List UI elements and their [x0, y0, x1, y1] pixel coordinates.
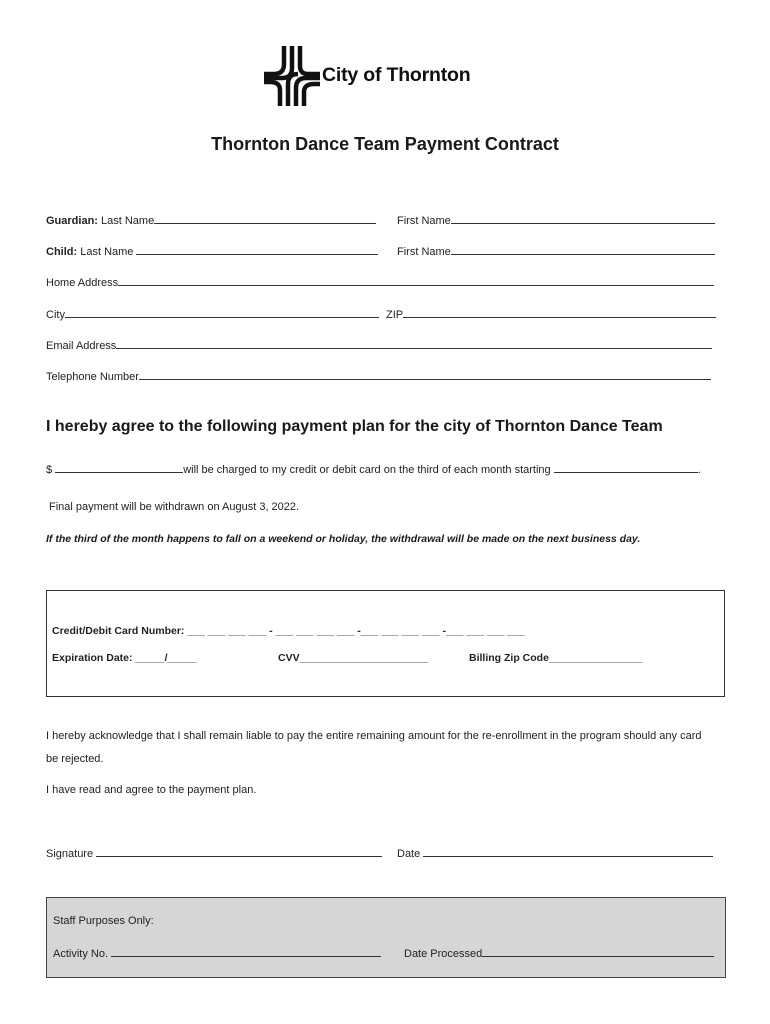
- card-number-blanks[interactable]: ___ ___ ___ ___ - ___ ___ ___ ___ -___ ___ ___ ___ -___ ___ ___ ___: [187, 625, 525, 637]
- staff-title: Staff Purposes Only:: [53, 915, 154, 927]
- city-line[interactable]: [65, 307, 379, 318]
- agreement-heading: I hereby agree to the following payment plan for the city of Thornton Dance Team: [46, 418, 663, 435]
- activity-line[interactable]: [111, 946, 381, 957]
- card-info-box: [46, 590, 725, 697]
- telephone-line[interactable]: [139, 369, 711, 380]
- signature-field[interactable]: [46, 846, 382, 860]
- acknowledge-line-2: be rejected.: [46, 753, 104, 765]
- expiration-field[interactable]: [52, 652, 197, 664]
- charge-text: will be charged to my credit or debit card on the third of each month starting: [183, 464, 551, 476]
- city-label: City: [46, 309, 65, 321]
- city-logo: [262, 44, 512, 108]
- guardian-last-name-field[interactable]: [46, 213, 376, 227]
- card-number-label: Credit/Debit Card Number:: [52, 625, 185, 637]
- expiration-label: Expiration Date:: [52, 652, 133, 664]
- child-first-name-field[interactable]: [397, 244, 715, 258]
- billing-zip-label: Billing Zip Code: [469, 652, 549, 664]
- page-title: Thornton Dance Team Payment Contract: [211, 134, 559, 154]
- thornton-logo-icon: [262, 44, 322, 108]
- date-processed-field[interactable]: [404, 946, 714, 960]
- date-processed-label: Date Processed: [404, 948, 483, 960]
- guardian-last-name-label: Last Name: [97, 215, 155, 227]
- cvv-blanks[interactable]: ______________________: [299, 652, 429, 664]
- child-first-name-label: First Name: [397, 246, 451, 258]
- acknowledge-line-1: I hereby acknowledge that I shall remain liable to pay the entire remaining amount for the re-enrollment in the program should any card: [46, 730, 702, 742]
- cvv-label: CVV: [278, 652, 300, 664]
- billing-zip-field[interactable]: [469, 652, 642, 664]
- child-last-name-line[interactable]: [136, 244, 378, 255]
- activity-label: Activity No.: [53, 948, 109, 960]
- signature-line[interactable]: [96, 846, 382, 857]
- city-field[interactable]: [46, 307, 379, 321]
- zip-label: ZIP: [386, 309, 404, 321]
- telephone-label: Telephone Number: [46, 371, 139, 383]
- amount-line[interactable]: [55, 462, 183, 473]
- child-last-name-field[interactable]: [46, 244, 378, 258]
- expiration-blanks[interactable]: _____/_____: [135, 652, 197, 664]
- cvv-field[interactable]: [278, 652, 428, 664]
- guardian-first-name-field[interactable]: [397, 213, 715, 227]
- guardian-label: Guardian:: [46, 215, 98, 227]
- read-agree-text: I have read and agree to the payment plan.: [46, 784, 257, 796]
- child-label: Child:: [46, 246, 78, 258]
- final-payment-note: Final payment will be withdrawn on August 3, 2022.: [49, 501, 300, 513]
- date-label: Date: [397, 848, 421, 860]
- card-number-field[interactable]: [52, 625, 525, 637]
- zip-field[interactable]: [386, 307, 716, 321]
- home-address-line[interactable]: [118, 275, 714, 286]
- email-line[interactable]: [116, 338, 712, 349]
- guardian-first-name-label: First Name: [397, 215, 451, 227]
- charge-amount-row: [46, 462, 701, 476]
- dollar-sign: $: [46, 464, 53, 476]
- email-field[interactable]: [46, 338, 712, 352]
- staff-box: [46, 897, 726, 978]
- email-label: Email Address: [46, 340, 117, 352]
- guardian-first-name-line[interactable]: [451, 213, 715, 224]
- date-processed-line[interactable]: [482, 946, 714, 957]
- logo-text: City of Thornton: [322, 64, 471, 86]
- date-line[interactable]: [423, 846, 713, 857]
- date-field[interactable]: [397, 846, 713, 860]
- guardian-last-name-line[interactable]: [154, 213, 376, 224]
- activity-field[interactable]: [53, 946, 381, 960]
- billing-zip-blanks[interactable]: ________________: [548, 652, 643, 664]
- start-date-line[interactable]: [554, 462, 698, 473]
- home-address-field[interactable]: [46, 275, 714, 289]
- charge-period: .: [697, 464, 701, 476]
- telephone-field[interactable]: [46, 369, 711, 383]
- home-address-label: Home Address: [46, 277, 119, 289]
- weekend-note: If the third of the month happens to fall on a weekend or holiday, the withdrawal will be made on the next business day.: [46, 533, 641, 545]
- signature-label: Signature: [46, 848, 94, 860]
- child-last-name-label: Last Name: [77, 246, 137, 258]
- child-first-name-line[interactable]: [451, 244, 715, 255]
- zip-line[interactable]: [403, 307, 716, 318]
